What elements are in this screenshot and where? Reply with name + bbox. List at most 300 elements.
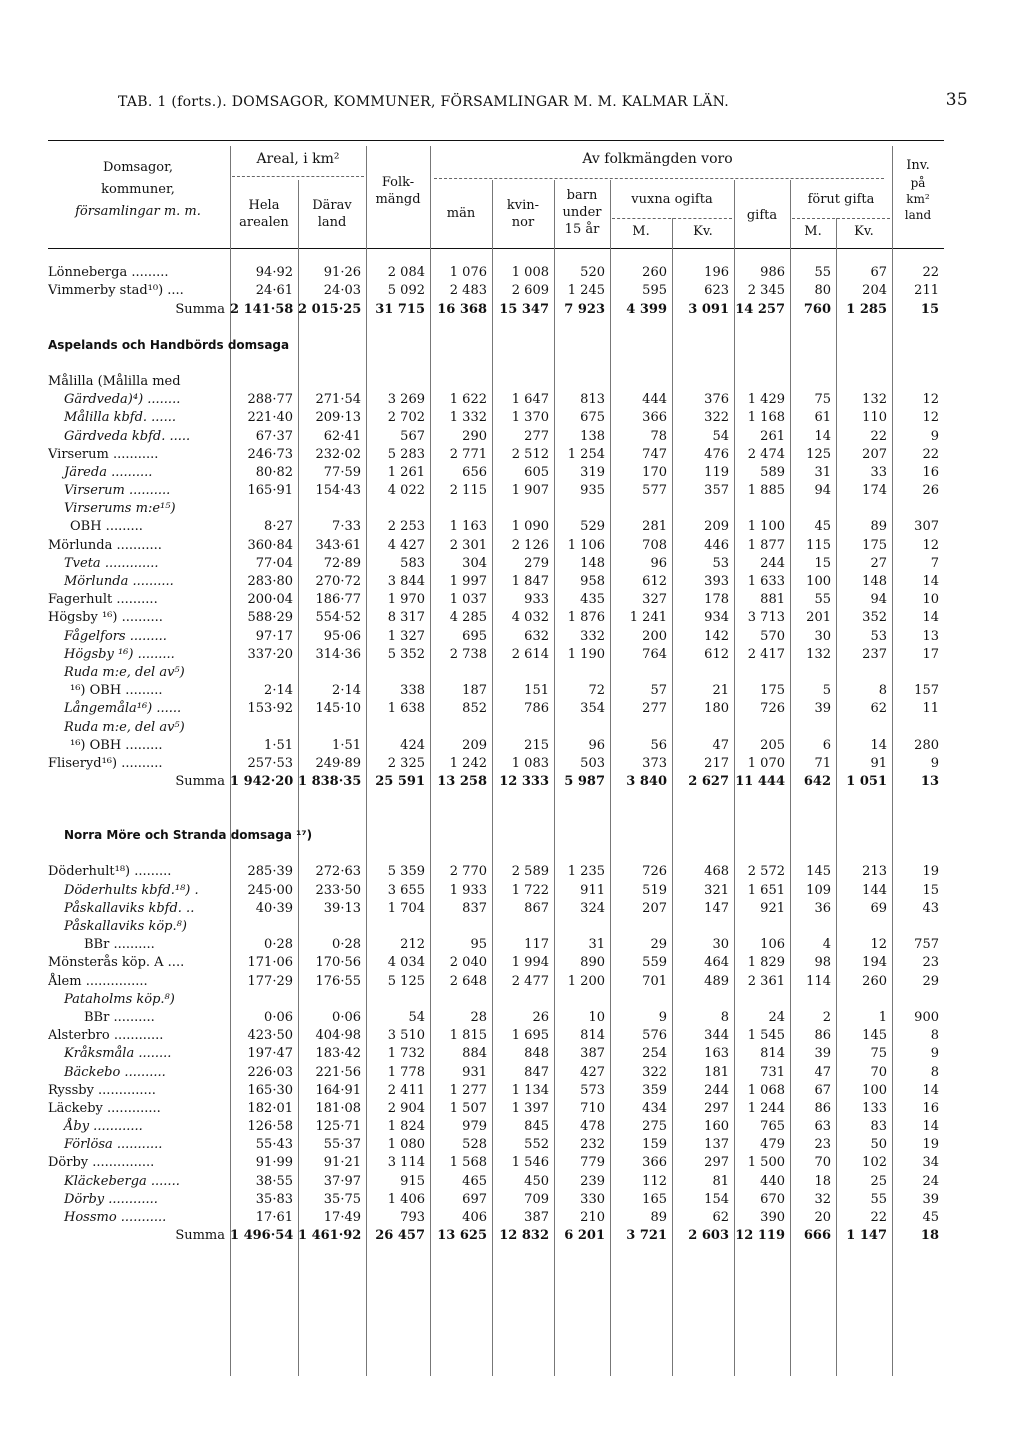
row-label: Virserum ........... [48, 446, 159, 462]
row-label: Bäckebo .......... [64, 1064, 166, 1080]
cell-gifta: 726 [760, 701, 785, 717]
cell-vuxna-ogifta-m: 366 [642, 1155, 667, 1171]
cell-forut-gifta-m: 32 [814, 1191, 831, 1207]
cell-folkmangd: 338 [400, 683, 425, 699]
cell-gifta: 2 572 [747, 864, 785, 880]
cell-vuxna-ogifta-kv: 209 [704, 519, 729, 535]
cell-hela-arealen: 337·20 [247, 646, 293, 662]
cell-vuxna-ogifta-m: 9 [658, 1009, 667, 1025]
cell-folkmangd: 5 359 [387, 864, 425, 880]
cell-gifta: 1 070 [747, 755, 785, 771]
cell-forut-gifta-m: 94 [814, 483, 831, 499]
table-row [48, 662, 944, 680]
cell-hela-arealen: 38·55 [255, 1173, 293, 1189]
cell-hela-arealen: 177·29 [247, 973, 293, 989]
cell-forut-gifta-kv: 237 [862, 646, 887, 662]
header-nor: nor [511, 215, 535, 230]
cell-vuxna-ogifta-m: 170 [642, 464, 667, 480]
cell-darav-land: 186·77 [315, 592, 361, 608]
cell-barn-under-15: 520 [580, 265, 605, 281]
cell-gifta: 670 [760, 1191, 785, 1207]
cell-vuxna-ogifta-m: 165 [642, 1191, 667, 1207]
row-label: Högsby ¹⁶) ......... [64, 646, 175, 662]
cell-darav-land: 17·49 [323, 1210, 361, 1225]
header-under: under [562, 205, 602, 220]
cell-inv-per-km2: 19 [922, 864, 939, 880]
cell-kvinnor: 1 695 [511, 1028, 549, 1044]
header-vuxna-m: M. [632, 224, 650, 239]
row-label: Vimmerby stad¹⁰) .... [48, 283, 184, 299]
cell-hela-arealen: 0·28 [264, 937, 293, 953]
cell-vuxna-ogifta-m: 322 [642, 1064, 667, 1080]
cell-vuxna-ogifta-m: 96 [650, 555, 667, 571]
cell-kvinnor: 1 907 [511, 483, 549, 499]
cell-folkmangd: 2 253 [387, 519, 425, 535]
cell-folkmangd: 4 034 [387, 955, 425, 971]
cell-vuxna-ogifta-m: 373 [642, 755, 667, 771]
cell-man: 884 [462, 1046, 487, 1062]
cell-kvinnor: 15 347 [499, 301, 549, 317]
cell-vuxna-ogifta-kv: 217 [704, 755, 729, 771]
cell-darav-land: 232·02 [315, 446, 361, 462]
header-forut-m: M. [804, 224, 822, 239]
cell-folkmangd: 5 283 [387, 446, 425, 462]
cell-kvinnor: 2 512 [511, 446, 549, 462]
cell-darav-land: 170·56 [315, 955, 361, 971]
cell-barn-under-15: 1 876 [567, 610, 605, 626]
cell-vuxna-ogifta-kv: 53 [712, 555, 729, 571]
table-row [48, 571, 944, 589]
cell-folkmangd: 2 084 [387, 265, 425, 281]
row-label: Mönsterås köp. A .... [48, 955, 185, 971]
cell-gifta: 570 [760, 628, 785, 644]
row-label: Tveta ............. [64, 555, 159, 571]
cell-vuxna-ogifta-kv: 81 [712, 1173, 729, 1189]
cell-inv-per-km2: 9 [930, 428, 939, 444]
cell-vuxna-ogifta-m: 78 [650, 428, 667, 444]
cell-gifta: 1 100 [747, 519, 785, 535]
cell-vuxna-ogifta-m: 112 [642, 1173, 667, 1189]
cell-vuxna-ogifta-m: 1 241 [629, 610, 667, 626]
cell-kvinnor: 117 [524, 937, 549, 953]
cell-darav-land: 314·36 [315, 646, 361, 662]
cell-hela-arealen: 283·80 [247, 574, 293, 589]
cell-forut-gifta-kv: 260 [862, 973, 887, 989]
cell-folkmangd: 5 352 [387, 646, 425, 662]
cell-vuxna-ogifta-kv: 196 [704, 265, 729, 281]
cell-vuxna-ogifta-kv: 3 091 [688, 301, 729, 317]
cell-folkmangd: 3 114 [387, 1155, 425, 1171]
header-km2: km² [906, 192, 930, 206]
cell-gifta: 12 119 [735, 1228, 785, 1244]
cell-hela-arealen: 94·92 [255, 265, 293, 281]
cell-inv-per-km2: 307 [914, 519, 939, 535]
cell-inv-per-km2: 12 [922, 537, 939, 553]
cell-vuxna-ogifta-m: 260 [642, 265, 667, 281]
table-row [48, 462, 944, 480]
cell-man: 2 483 [449, 283, 487, 299]
cell-darav-land: 343·61 [315, 537, 361, 553]
cell-kvinnor: 2 477 [511, 973, 549, 989]
cell-folkmangd: 1 732 [387, 1046, 425, 1062]
cell-darav-land: 2·14 [332, 683, 361, 699]
cell-man: 16 368 [437, 301, 487, 317]
cell-forut-gifta-kv: 12 [870, 937, 887, 953]
cell-folkmangd: 1 638 [387, 701, 425, 717]
cell-kvinnor: 1 647 [511, 392, 549, 408]
cell-kvinnor: 279 [524, 555, 549, 571]
cell-barn-under-15: 5 987 [564, 774, 605, 790]
spacer-cell [48, 843, 944, 861]
cell-darav-land: 183·42 [315, 1046, 361, 1062]
cell-folkmangd: 5 125 [387, 973, 425, 989]
row-label: Ruda m:e, del av⁵) [64, 719, 185, 735]
header-rule-areal [232, 176, 364, 177]
cell-hela-arealen: 588·29 [247, 610, 293, 626]
cell-folkmangd: 5 092 [387, 283, 425, 299]
row-label: Påskallaviks köp.⁸) [64, 919, 187, 934]
row-label: Hossmo ........... [64, 1210, 167, 1225]
header-man: män [446, 206, 476, 221]
cell-forut-gifta-kv: 53 [870, 628, 887, 644]
cell-folkmangd: 1 327 [387, 628, 425, 644]
cell-folkmangd: 2 411 [387, 1082, 425, 1098]
cell-inv-per-km2: 9 [930, 755, 939, 771]
cell-vuxna-ogifta-m: 200 [642, 628, 667, 644]
cell-vuxna-ogifta-kv: 244 [704, 1082, 729, 1098]
cell-inv-per-km2: 157 [914, 683, 939, 699]
cell-kvinnor: 151 [524, 683, 549, 699]
spacer-row [48, 353, 944, 371]
cell-vuxna-ogifta-kv: 376 [704, 392, 729, 408]
cell-kvinnor: 12 333 [499, 774, 549, 790]
cell-kvinnor: 12 832 [499, 1228, 549, 1244]
cell-vuxna-ogifta-kv: 2 627 [688, 774, 729, 790]
cell-vuxna-ogifta-m: 327 [642, 592, 667, 608]
cell-barn-under-15: 529 [580, 519, 605, 535]
table-row [48, 1007, 944, 1025]
cell-forut-gifta-kv: 175 [862, 537, 887, 553]
cell-forut-gifta-m: 75 [814, 392, 831, 408]
header-kvin: kvin- [506, 198, 540, 213]
cell-kvinnor: 450 [524, 1173, 549, 1189]
cell-hela-arealen: 126·58 [247, 1119, 293, 1135]
cell-forut-gifta-m: 23 [814, 1137, 831, 1153]
table-row [48, 1152, 944, 1170]
cell-forut-gifta-kv: 1 051 [846, 774, 887, 790]
cell-forut-gifta-m: 70 [814, 1155, 831, 1171]
header-domsagor: Domsagor, [102, 160, 174, 175]
cell-barn-under-15: 148 [580, 555, 605, 571]
cell-gifta: 1 545 [747, 1028, 785, 1044]
cell-darav-land: 209·13 [315, 410, 361, 426]
cell-forut-gifta-m: 201 [806, 610, 831, 626]
cell-kvinnor: 387 [524, 1210, 549, 1225]
cell-forut-gifta-m: 31 [814, 464, 831, 480]
cell-kvinnor: 2 609 [511, 283, 549, 299]
header-land: land [317, 215, 347, 230]
cell-gifta: 765 [760, 1119, 785, 1135]
cell-folkmangd: 26 457 [375, 1228, 425, 1244]
cell-man: 1 622 [449, 392, 487, 408]
cell-man: 4 285 [449, 610, 487, 626]
cell-inv-per-km2: 14 [922, 610, 939, 626]
cell-folkmangd: 915 [400, 1173, 425, 1189]
cell-inv-per-km2: 757 [914, 937, 939, 953]
cell-inv-per-km2: 14 [922, 1119, 939, 1135]
cell-barn-under-15: 10 [588, 1009, 605, 1025]
spacer-cell [48, 807, 944, 825]
cell-vuxna-ogifta-kv: 321 [704, 882, 729, 898]
cell-forut-gifta-m: 30 [814, 628, 831, 644]
cell-kvinnor: 1 397 [511, 1100, 549, 1116]
table-row [48, 516, 944, 534]
spacer-cell [48, 353, 944, 371]
cell-inv-per-km2: 13 [922, 628, 939, 644]
cell-vuxna-ogifta-kv: 30 [712, 937, 729, 953]
summa-label: Summa [175, 301, 225, 317]
cell-gifta: 814 [760, 1046, 785, 1062]
cell-man: 1 568 [449, 1155, 487, 1171]
section-heading-row [48, 825, 944, 843]
cell-folkmangd: 583 [400, 555, 425, 571]
cell-forut-gifta-m: 5 [822, 683, 831, 699]
row-label: Läckeby ............. [48, 1100, 161, 1116]
header-pa: på [910, 176, 926, 190]
page-header [118, 90, 968, 114]
cell-hela-arealen: 197·47 [247, 1046, 293, 1062]
cell-vuxna-ogifta-m: 701 [642, 973, 667, 989]
table-row [48, 553, 944, 571]
cell-vuxna-ogifta-kv: 163 [704, 1046, 729, 1062]
cell-hela-arealen: 246·73 [247, 446, 293, 462]
cell-forut-gifta-kv: 1 147 [846, 1228, 887, 1244]
cell-folkmangd: 2 702 [387, 410, 425, 426]
cell-vuxna-ogifta-m: 89 [650, 1210, 667, 1225]
cell-gifta: 1 429 [747, 392, 785, 408]
cell-folkmangd: 3 269 [387, 392, 425, 408]
table-title: TAB. 1 (forts.). DOMSAGOR, KOMMUNER, FÖRSAMLINGAR M. M. KALMAR LÄN. [118, 94, 730, 110]
cell-hela-arealen: 257·53 [247, 755, 293, 771]
table-row [48, 1025, 944, 1043]
cell-kvinnor: 2 126 [511, 537, 549, 553]
cell-vuxna-ogifta-kv: 62 [712, 1210, 729, 1225]
cell-kvinnor: 26 [532, 1009, 549, 1025]
cell-gifta: 1 168 [747, 410, 785, 426]
cell-man: 2 040 [449, 955, 487, 971]
cell-hela-arealen: 55·43 [255, 1137, 293, 1153]
cell-kvinnor: 605 [524, 464, 549, 480]
cell-forut-gifta-m: 71 [814, 755, 831, 771]
cell-forut-gifta-m: 55 [814, 592, 831, 608]
spacer-row [48, 789, 944, 807]
cell-forut-gifta-m: 132 [806, 646, 831, 662]
cell-hela-arealen: 91·99 [255, 1155, 293, 1171]
header-areal: Areal, i km² [256, 151, 340, 167]
cell-hela-arealen: 2 141·58 [230, 301, 294, 317]
header-gifta: gifta [746, 208, 778, 223]
cell-barn-under-15: 427 [580, 1064, 605, 1080]
cell-barn-under-15: 890 [580, 955, 605, 971]
cell-gifta: 2 345 [747, 283, 785, 299]
cell-forut-gifta-kv: 55 [870, 1191, 887, 1207]
cell-forut-gifta-kv: 133 [862, 1100, 887, 1116]
table-row [48, 625, 944, 643]
header-av-folkmangden: Av folkmängden voro [582, 151, 733, 167]
cell-man: 1 076 [449, 265, 487, 281]
cell-man: 1 037 [449, 592, 487, 608]
cell-forut-gifta-m: 55 [814, 265, 831, 281]
cell-vuxna-ogifta-m: 559 [642, 955, 667, 971]
cell-barn-under-15: 387 [580, 1046, 605, 1062]
cell-hela-arealen: 182·01 [247, 1100, 293, 1116]
cell-folkmangd: 567 [400, 428, 425, 444]
cell-gifta: 921 [760, 900, 785, 916]
table-row [48, 534, 944, 552]
cell-darav-land: 2 015·25 [298, 301, 362, 317]
cell-forut-gifta-m: 6 [822, 737, 831, 753]
cell-vuxna-ogifta-m: 359 [642, 1082, 667, 1098]
row-label: Döderhult¹⁸) ......... [48, 864, 172, 880]
cell-kvinnor: 1 994 [511, 955, 549, 971]
cell-forut-gifta-kv: 75 [870, 1046, 887, 1062]
cell-forut-gifta-m: 125 [806, 446, 831, 462]
row-label: Pataholms köp.⁸) [64, 991, 175, 1007]
table-row [48, 916, 944, 934]
cell-gifta: 2 361 [747, 973, 785, 989]
cell-hela-arealen: 221·40 [247, 410, 293, 426]
cell-gifta: 3 713 [747, 610, 785, 626]
row-label: Målilla kbfd. ...... [64, 410, 176, 426]
table-row [48, 589, 944, 607]
cell-vuxna-ogifta-m: 29 [650, 937, 667, 953]
cell-darav-land: 0·28 [332, 937, 361, 953]
cell-kvinnor: 1 090 [511, 519, 549, 535]
cell-man: 1 332 [449, 410, 487, 426]
cell-man: 697 [462, 1191, 487, 1207]
cell-forut-gifta-kv: 132 [862, 392, 887, 408]
cell-man: 979 [462, 1119, 487, 1135]
cell-forut-gifta-m: 63 [814, 1119, 831, 1135]
cell-darav-land: 55·37 [323, 1137, 361, 1153]
cell-vuxna-ogifta-kv: 21 [712, 683, 729, 699]
cell-inv-per-km2: 39 [922, 1191, 939, 1207]
cell-vuxna-ogifta-kv: 119 [704, 464, 729, 480]
cell-gifta: 440 [760, 1173, 785, 1189]
cell-hela-arealen: 226·03 [247, 1064, 293, 1080]
cell-darav-land: 154·43 [315, 483, 361, 499]
cell-kvinnor: 1 370 [511, 410, 549, 426]
cell-barn-under-15: 935 [580, 483, 605, 499]
cell-hela-arealen: 288·77 [247, 392, 293, 408]
table-row [48, 280, 944, 298]
cell-barn-under-15: 813 [580, 392, 605, 408]
header-inv: Inv. [906, 158, 930, 173]
summary-row [48, 1225, 944, 1243]
cell-hela-arealen: 1 496·54 [230, 1228, 294, 1244]
cell-man: 2 770 [449, 864, 487, 880]
cell-folkmangd: 31 715 [375, 301, 425, 317]
spacer-row [48, 317, 944, 335]
cell-vuxna-ogifta-kv: 54 [712, 428, 729, 444]
cell-darav-land: 221·56 [315, 1064, 361, 1080]
cell-gifta: 205 [760, 737, 785, 753]
row-label: Järeda .......... [64, 464, 153, 480]
cell-kvinnor: 2 589 [511, 864, 549, 880]
cell-vuxna-ogifta-m: 207 [642, 900, 667, 916]
cell-vuxna-ogifta-m: 519 [642, 882, 667, 898]
row-label: Långemåla¹⁶) ...... [64, 701, 182, 717]
cell-darav-land: 249·89 [315, 755, 361, 771]
row-label: Påskallaviks kbfd. .. [64, 900, 195, 916]
cell-gifta: 11 444 [735, 774, 785, 790]
cell-man: 1 815 [449, 1028, 487, 1044]
row-label: Virserum .......... [64, 483, 171, 499]
cell-folkmangd: 8 317 [387, 610, 425, 626]
cell-forut-gifta-kv: 22 [870, 1210, 887, 1225]
table-row [48, 952, 944, 970]
cell-barn-under-15: 332 [580, 628, 605, 644]
row-label: Förlösa ........... [64, 1137, 163, 1153]
table-row [48, 1061, 944, 1079]
cell-forut-gifta-m: 67 [814, 1082, 831, 1098]
cell-darav-land: 37·97 [323, 1173, 361, 1189]
cell-inv-per-km2: 45 [922, 1210, 939, 1225]
cell-hela-arealen: 0·06 [264, 1009, 293, 1025]
cell-kvinnor: 2 614 [511, 646, 549, 662]
cell-hela-arealen: 80·82 [255, 464, 293, 480]
cell-barn-under-15: 330 [580, 1191, 605, 1207]
summa-label: Summa [175, 774, 225, 790]
table-row [48, 1189, 944, 1207]
cell-barn-under-15: 239 [580, 1173, 605, 1189]
cell-kvinnor: 867 [524, 900, 549, 916]
cell-barn-under-15: 232 [580, 1137, 605, 1153]
cell-vuxna-ogifta-kv: 181 [704, 1064, 729, 1080]
cell-barn-under-15: 911 [580, 882, 605, 898]
header-forut-gifta: förut gifta [807, 192, 875, 207]
table-row [48, 716, 944, 734]
cell-vuxna-ogifta-m: 277 [642, 701, 667, 717]
cell-forut-gifta-kv: 8 [878, 683, 887, 699]
row-label: Dörby ............ [64, 1191, 158, 1207]
cell-barn-under-15: 779 [580, 1155, 605, 1171]
cell-forut-gifta-m: 80 [814, 283, 831, 299]
cell-vuxna-ogifta-kv: 47 [712, 737, 729, 753]
cell-hela-arealen: 97·17 [255, 628, 293, 644]
cell-barn-under-15: 96 [588, 737, 605, 753]
cell-man: 1 507 [449, 1100, 487, 1116]
cell-forut-gifta-m: 642 [803, 774, 831, 790]
cell-forut-gifta-kv: 89 [870, 519, 887, 535]
header-forsamlingar: församlingar m. m. [75, 204, 201, 219]
cell-gifta: 1 633 [747, 574, 785, 589]
cell-darav-land: 176·55 [315, 973, 361, 989]
cell-barn-under-15: 435 [580, 592, 605, 608]
cell-barn-under-15: 478 [580, 1119, 605, 1135]
cell-darav-land: 270·72 [315, 574, 361, 589]
cell-barn-under-15: 210 [580, 1210, 605, 1225]
cell-inv-per-km2: 22 [922, 446, 939, 462]
cell-vuxna-ogifta-m: 577 [642, 483, 667, 499]
cell-hela-arealen: 171·06 [247, 955, 293, 971]
cell-kvinnor: 215 [524, 737, 549, 753]
cell-forut-gifta-kv: 213 [862, 864, 887, 880]
cell-folkmangd: 1 261 [387, 464, 425, 480]
cell-hela-arealen: 360·84 [247, 537, 293, 553]
cell-folkmangd: 1 824 [387, 1119, 425, 1135]
header-15ar: 15 år [564, 222, 600, 237]
